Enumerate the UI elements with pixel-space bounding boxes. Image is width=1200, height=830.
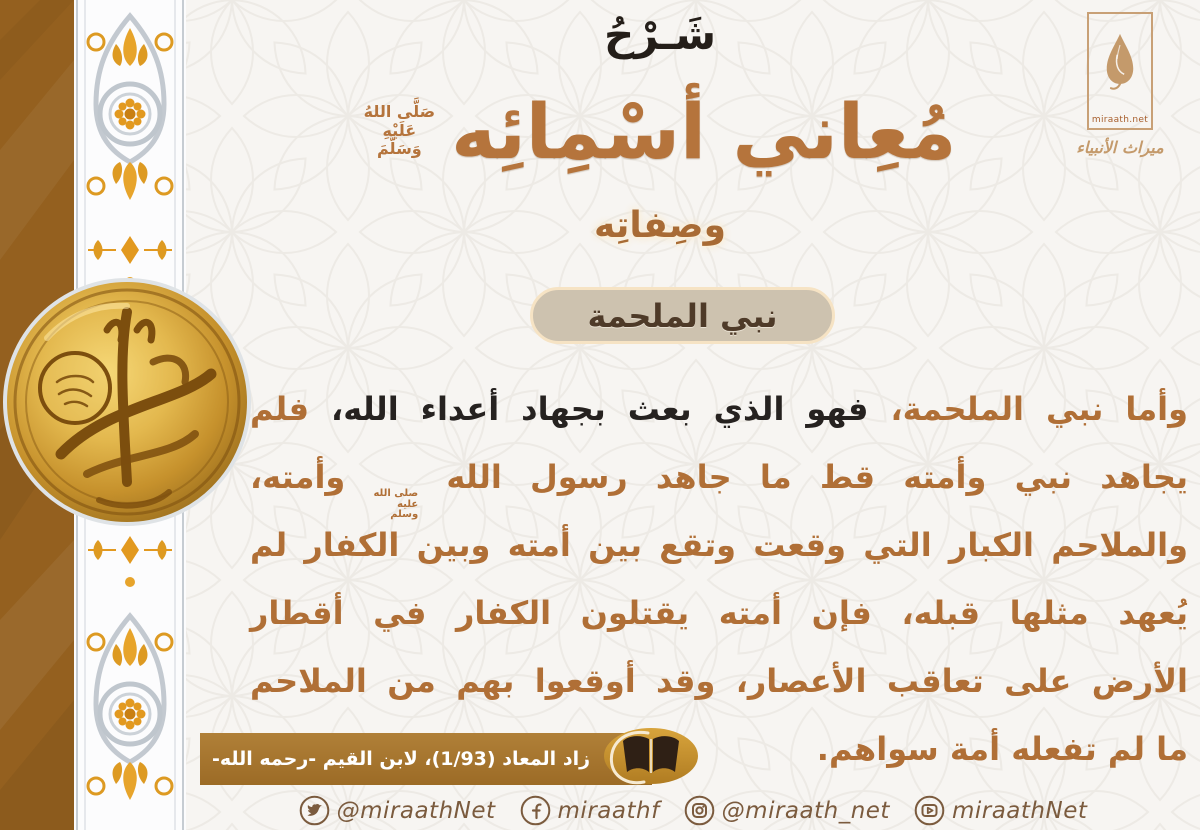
quote-line-1 bbox=[250, 376, 1188, 444]
title-main: مُعِاني أسْمِائِه bbox=[451, 86, 957, 176]
quote-line-5: الأرض على تعاقب الأعصار، وقد أوقعوا بهم من الملاحم bbox=[250, 662, 1188, 700]
youtube-icon bbox=[914, 795, 945, 826]
twitter-handle: @miraathNet bbox=[336, 797, 496, 824]
quote-line-4: يُعهد مثلها قبله، فإن أمته يقتلون الكفار في أقطار bbox=[250, 594, 1188, 632]
salawat-line: عليه bbox=[397, 498, 419, 510]
miraath-logo bbox=[1058, 12, 1182, 157]
youtube-handle: miraathNet bbox=[951, 797, 1088, 824]
salawat-line: صَلَّى اللهُ bbox=[363, 102, 436, 122]
gold-calligraphy-medallion bbox=[3, 278, 251, 526]
book-icon bbox=[602, 727, 700, 787]
quote-segment: وأمته، bbox=[250, 458, 346, 496]
salawat-line: وَسَلَّمَ bbox=[376, 139, 422, 159]
social-twitter[interactable] bbox=[299, 795, 496, 826]
title-subtitle: وصِفاتِه bbox=[594, 205, 726, 246]
logo-site-url: miraath.net bbox=[1091, 115, 1149, 125]
social-facebook[interactable] bbox=[520, 795, 660, 826]
salawat-line: عَلَيْهِ bbox=[382, 120, 417, 140]
quote-line-3: والملاحم الكبار التي وقعت وتقع بين أمته وبين الكفار لم bbox=[250, 526, 1188, 564]
topic-badge bbox=[530, 287, 835, 344]
social-media-row bbox=[186, 791, 1200, 830]
topic-badge-label: نبي الملحمة bbox=[587, 296, 778, 335]
facebook-icon bbox=[520, 795, 551, 826]
source-citation-text: زاد المعاد (1/93)، لابن القيم -رحمه الله- bbox=[211, 748, 591, 770]
title-block bbox=[200, 0, 1120, 246]
quote-segment: يجاهد نبي وأمته قط ما جاهد رسول الله bbox=[446, 458, 1188, 496]
quote-line-6: ما لم تفعله أمة سواهم. bbox=[816, 730, 1188, 768]
instagram-handle: @miraath_net bbox=[721, 797, 890, 824]
quote-line-2 bbox=[250, 444, 1188, 520]
logo-frame bbox=[1087, 12, 1153, 130]
social-youtube[interactable] bbox=[914, 795, 1087, 826]
quote-segment-dark: فهو الذي بعث بجهاد أعداء الله، bbox=[331, 390, 869, 428]
social-instagram[interactable] bbox=[684, 795, 890, 826]
logo-org-name: ميراث الأنبياء bbox=[1076, 138, 1164, 157]
twitter-icon bbox=[299, 795, 330, 826]
quote-paragraph bbox=[250, 376, 1188, 784]
quote-segment: وأما نبي الملحمة، bbox=[890, 390, 1189, 428]
instagram-icon bbox=[684, 795, 715, 826]
salawat-calligraphy bbox=[364, 103, 435, 158]
quote-segment: فلم bbox=[250, 390, 310, 428]
source-citation-banner bbox=[200, 733, 652, 785]
logo-teardrop-icon bbox=[1097, 20, 1143, 102]
facebook-handle: miraathf bbox=[557, 797, 660, 824]
title-kicker: شَـرْحُ bbox=[603, 10, 717, 59]
salawat-line: وسلم bbox=[390, 509, 419, 520]
salawat-line: صلى الله bbox=[373, 488, 419, 499]
